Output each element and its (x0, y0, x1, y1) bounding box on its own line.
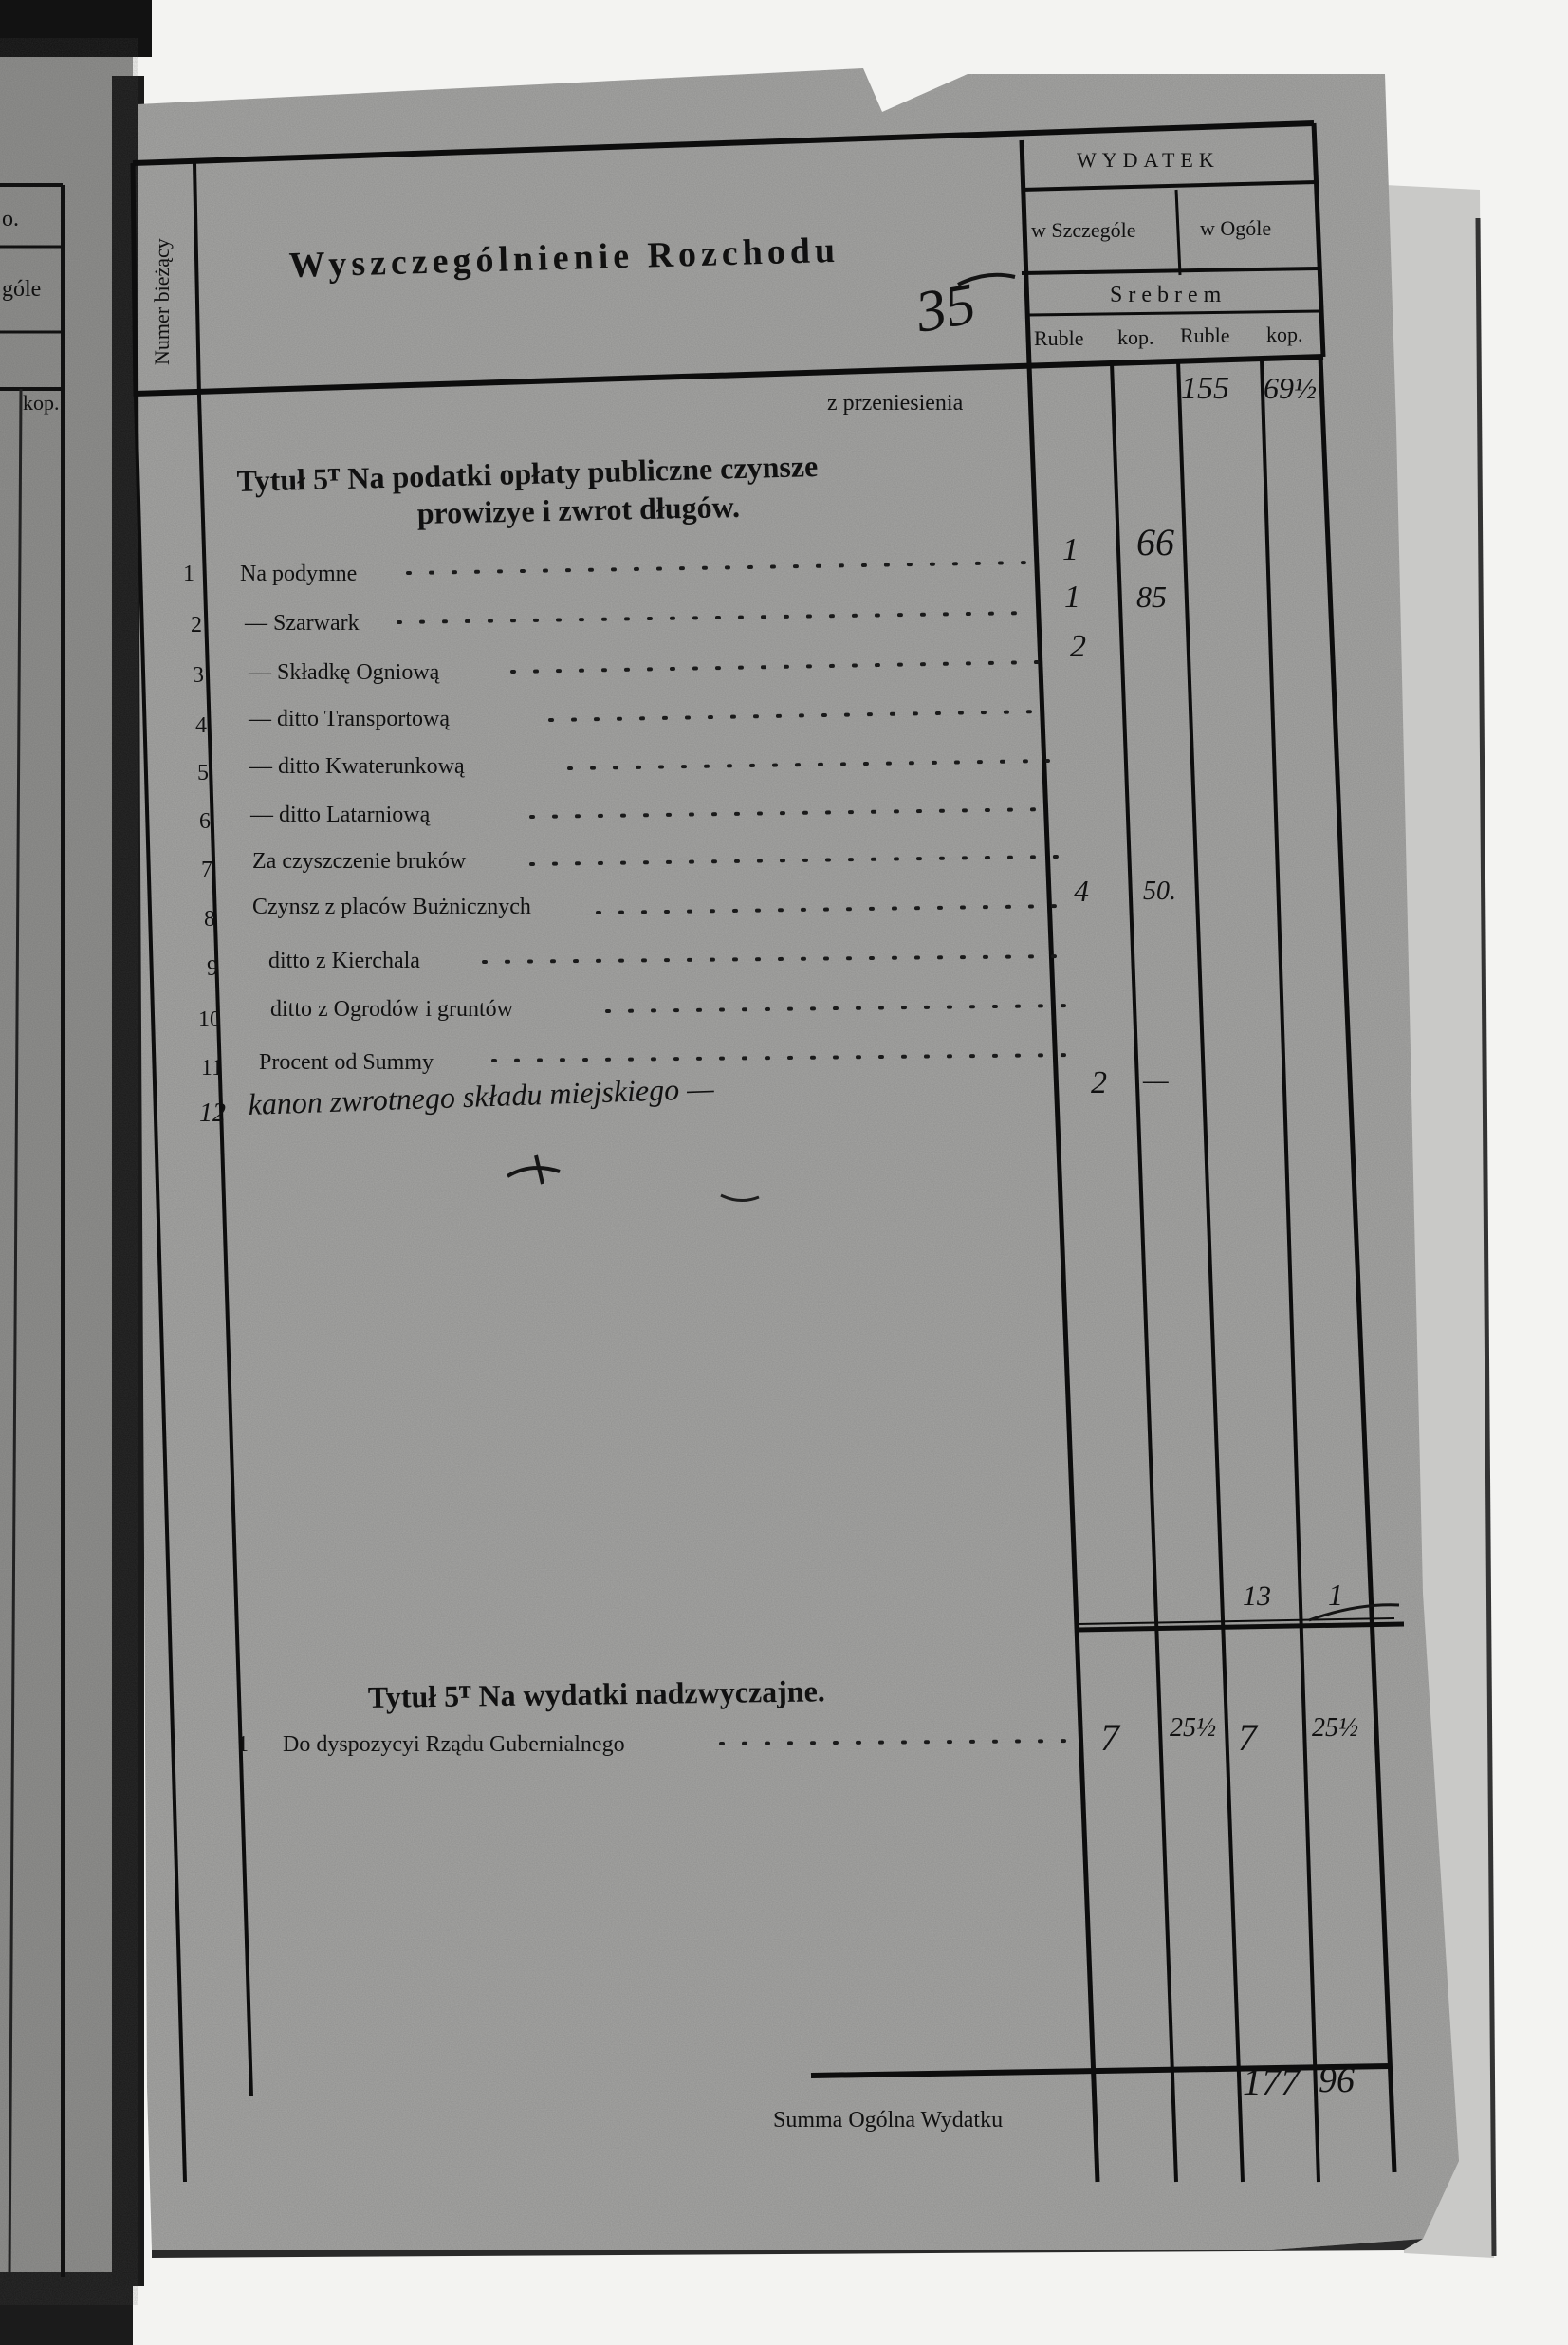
row-label: Procent od Summy (259, 1050, 434, 1075)
row-total-kop: 25½ (1312, 1713, 1358, 1743)
row-number: 4 (195, 713, 207, 738)
footer-kop: 96 (1319, 2060, 1355, 2100)
row-kop: 25½ (1170, 1713, 1216, 1743)
row-kop: 50. (1143, 877, 1176, 906)
row-total-ruble: 7 (1238, 1716, 1257, 1759)
row-ruble: 4 (1074, 874, 1089, 908)
row-kop: 85 (1136, 580, 1167, 614)
row-label: ditto z Ogrodów i gruntów (270, 997, 513, 1022)
row-kop: — (1143, 1064, 1169, 1096)
row-number: 12 (199, 1099, 226, 1128)
row-label: — Szarwark (245, 611, 360, 636)
handwritten-page-number: 35 (911, 271, 981, 345)
row-label: Do dyspozycyi Rządu Gubernialnego (283, 1732, 625, 1757)
row-number: 1 (183, 562, 194, 586)
number-column-header: Numer bieżący (150, 238, 174, 365)
srebrem-header: S r e b r e m (1110, 283, 1222, 307)
row-number: 5 (197, 761, 209, 785)
row-label: — Składkę Ogniową (249, 660, 440, 685)
row-label: — ditto Transportową (249, 707, 451, 731)
wydatek-header: WYDATEK (1077, 148, 1220, 172)
row-label: kanon zwrotnego składu miejskiego — (247, 1070, 715, 1121)
w-ogole-header: w Ogóle (1200, 216, 1272, 240)
row-number: 10 (198, 1007, 221, 1032)
row-label: Na podymne (240, 562, 358, 586)
row-ruble: 2 (1070, 629, 1086, 664)
left-header-top: o. (2, 207, 19, 231)
row-number: 3 (193, 663, 204, 688)
left-header-bottom: kop. (23, 391, 60, 415)
row-number: 11 (200, 1056, 223, 1080)
footer-ruble: 177 (1243, 2060, 1300, 2103)
carried-forward-kop: 69½ (1264, 371, 1317, 405)
table-title: Wyszczególnienie Rozchodu (288, 230, 840, 286)
section-1-title-line2: prowizye i zwrot długów. (416, 489, 741, 530)
row-ruble: 7 (1100, 1716, 1119, 1759)
ruble-header-detail: Ruble (1034, 326, 1084, 350)
row-label: — ditto Latarniową (250, 803, 431, 827)
kop-header-detail: kop. (1117, 325, 1154, 349)
row-label: Za czyszczenie bruków (252, 849, 467, 874)
ruble-header-total: Ruble (1180, 323, 1230, 347)
row-number: 6 (199, 809, 211, 834)
kop-header-total: kop. (1266, 323, 1303, 346)
row-kop: 66 (1136, 521, 1174, 563)
subtotal-kop: 1 (1328, 1578, 1343, 1612)
section-1-title-line1: Tytuł 5ᵀ Na podatki opłaty publiczne czynsze (236, 448, 819, 498)
row-number: 2 (191, 613, 202, 637)
section-2-title: Tytuł 5ᵀ Na wydatki nadzwyczajne. (367, 1673, 826, 1714)
left-header-mid: góle (2, 277, 42, 302)
subtotal-ruble: 13 (1243, 1580, 1271, 1612)
w-szczegole-header: w Szczególe (1031, 218, 1136, 242)
row-number: 1 (237, 1732, 249, 1757)
row-ruble: 1 (1062, 532, 1079, 567)
row-number: 7 (201, 858, 212, 882)
footer-label: Summa Ogólna Wydatku (773, 2108, 1004, 2133)
row-label: Czynsz z placów Bużnicznych (252, 895, 531, 919)
carried-forward-label: z przeniesienia (827, 391, 964, 415)
row-label: ditto z Kierchala (268, 949, 420, 973)
row-ruble: 1 (1064, 580, 1080, 615)
row-ruble: 2 (1091, 1065, 1107, 1100)
row-label: — ditto Kwaterunkową (249, 754, 465, 779)
row-number: 9 (207, 956, 218, 981)
carried-forward-ruble: 155 (1181, 371, 1229, 406)
row-number: 8 (204, 907, 215, 932)
